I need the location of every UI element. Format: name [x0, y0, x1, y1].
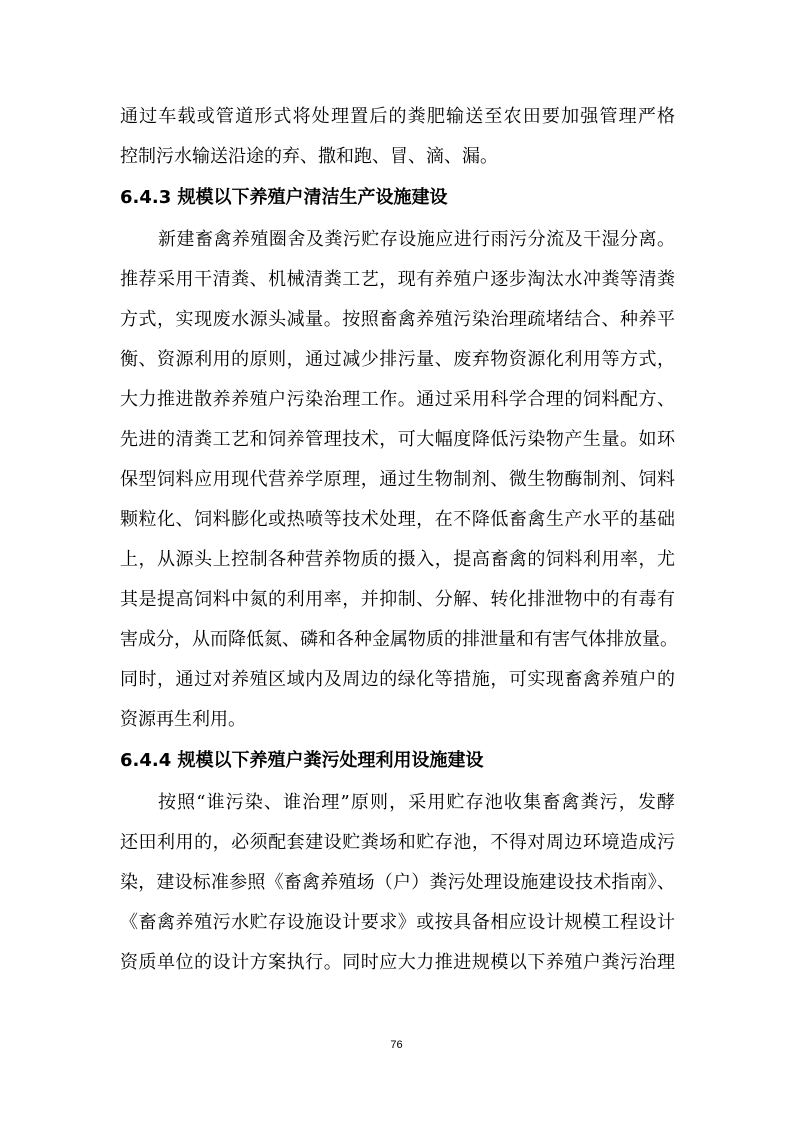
paragraph-first-line: 新建畜禽养殖圈舍及粪污贮存设施应进行雨污分流及干湿分离。 — [158, 229, 675, 250]
body-line: 其是提高饲料中氮的利用率，并抑制、分解、转化排泄物中的有毒有 — [120, 589, 675, 610]
body-line: 推荐采用干清粪、机械清粪工艺，现有养殖户逐步淘汰水冲粪等清粪 — [120, 269, 675, 290]
body-line: 大力推进散养养殖户污染治理工作。通过采用科学合理的饲料配方、 — [120, 389, 675, 410]
section-heading-6-4-3: 6.4.3 规模以下养殖户清洁生产设施建设 — [120, 187, 448, 208]
paragraph-first-line: 按照“谁污染、谁治理”原则，采用贮存池收集畜禽粪污，发酵 — [158, 792, 675, 813]
body-line: 《畜禽养殖污水贮存设施设计要求》或按具备相应设计规模工程设计 — [120, 912, 675, 933]
body-line: 害成分，从而降低氮、磷和各种金属物质的排泄量和有害气体排放量。 — [120, 629, 678, 650]
body-line: 资源再生利用。 — [120, 709, 246, 730]
body-line: 先进的清粪工艺和饲养管理技术，可大幅度降低污染物产生量。如环 — [120, 429, 675, 450]
page-number: 76 — [390, 1039, 403, 1051]
body-line: 还田利用的，必须配套建设贮粪场和贮存池，不得对周边环境造成污 — [120, 832, 675, 853]
body-line: 同时，通过对养殖区域内及周边的绿化等措施，可实现畜禽养殖户的 — [120, 669, 675, 690]
body-line: 颗粒化、饲料膨化或热喷等技术处理，在不降低畜禽生产水平的基础 — [120, 509, 675, 530]
body-line: 方式，实现废水源头减量。按照畜禽养殖污染治理疏堵结合、种养平 — [120, 309, 675, 330]
body-line: 资质单位的设计方案执行。同时应大力推进规模以下养殖户粪污治理 — [120, 952, 675, 973]
body-line: 保型饲料应用现代营养学原理，通过生物制剂、微生物酶制剂、饲料 — [120, 469, 675, 490]
body-line: 控制污水输送沿途的弃、撒和跑、冒、滴、漏。 — [120, 146, 498, 167]
body-line: 上，从源头上控制各种营养物质的摄入，提高畜禽的饲料利用率，尤 — [120, 549, 675, 570]
body-line: 衡、资源利用的原则，通过减少排污量、废弃物资源化利用等方式， — [120, 349, 675, 370]
body-line: 染，建设标准参照《畜禽养殖场（户）粪污处理设施建设技术指南》、 — [120, 872, 675, 893]
body-line: 通过车载或管道形式将处理置后的粪肥输送至农田要加强管理严格 — [120, 106, 675, 127]
section-heading-6-4-4: 6.4.4 规模以下养殖户粪污处理利用设施建设 — [120, 750, 484, 771]
